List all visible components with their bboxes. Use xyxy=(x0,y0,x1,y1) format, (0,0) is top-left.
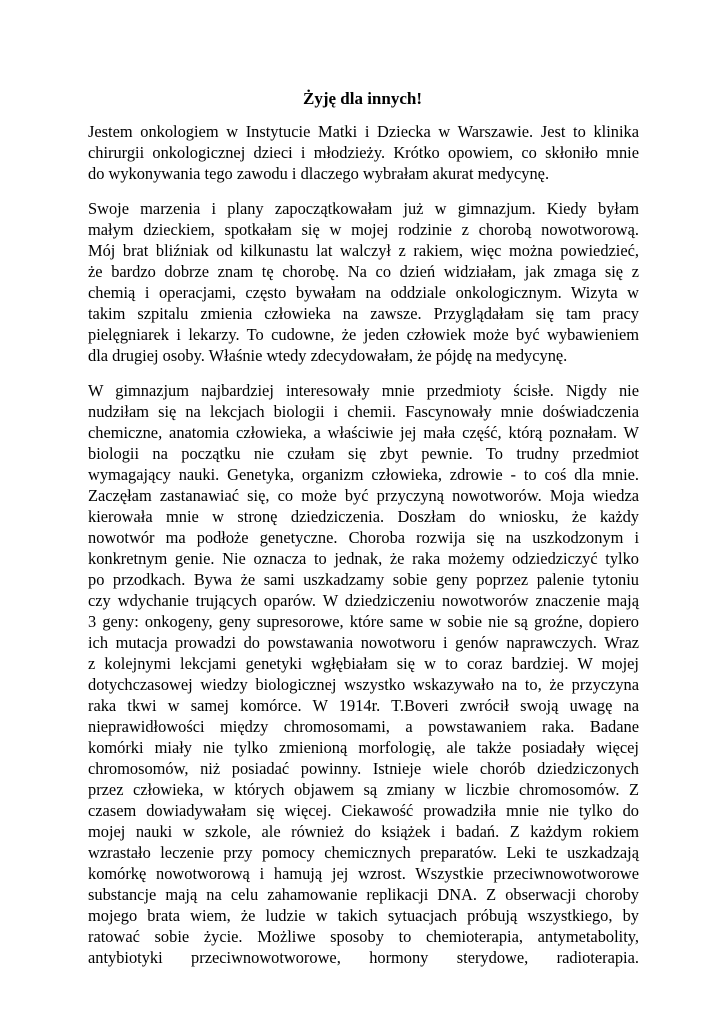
paragraph-line: po przodkach. Bywa że sami uszkadzamy sobie geny poprzez palenie tytoniu xyxy=(88,570,639,589)
paragraph-line: komórki miały nie tylko zmienioną morfologię, ale także posiadały więcej xyxy=(88,738,639,757)
paragraph xyxy=(88,198,639,366)
paragraph-line: ratować sobie życie. Możliwe sposoby to chemioterapia, antymetabolity, xyxy=(88,927,639,946)
paragraph-line: przez człowieka, w których objawem są zmiany w liczbie chromosomów. Z xyxy=(88,780,639,799)
paragraph-line: mojego brata wiem, że ludzie w takich sytuacjach próbują wszystkiego, by xyxy=(88,906,639,925)
paragraph-line: czy wdychanie trujących oparów. W dziedziczeniu nowotworów znaczenie mają xyxy=(88,591,639,610)
paragraph-line: że bardzo dobrze znam tę chorobę. Na co dzień widziałam, jak zmaga się z xyxy=(88,262,639,281)
paragraph xyxy=(88,380,639,968)
paragraph-line: nieprawidłowości między chromosomami, a powstawaniem raka. Badane xyxy=(88,717,639,736)
document-body xyxy=(88,121,639,982)
paragraph-line: antybiotyki przeciwnowotworowe, hormony sterydowe, radioterapia. xyxy=(88,948,639,967)
paragraph-line: chemiczne, anatomia człowieka, a właściwie jej mała część, którą poznałam. W xyxy=(88,423,639,442)
paragraph-line: wzrastało leczenie przy pomocy chemicznych preparatów. Leki te uszkadzają xyxy=(88,843,639,862)
paragraph-line: wymagający nauki. Genetyka, organizm człowieka, zdrowie - to coś dla mnie. xyxy=(88,465,639,484)
paragraph-line: W gimnazjum najbardziej interesowały mnie przedmioty ścisłe. Nigdy nie xyxy=(88,381,639,400)
paragraph-line: czasem dowiadywałam się więcej. Ciekawość prowadziła mnie nie tylko do xyxy=(88,801,639,820)
paragraph-line: nowotwór ma podłoże genetyczne. Choroba rozwija się na uszkodzonym i xyxy=(88,528,639,547)
paragraph-line: raka tkwi w samej komórce. W 1914r. T.Boveri zwrócił swoją uwagę na xyxy=(88,696,639,715)
paragraph-line: dla drugiej osoby. Właśnie wtedy zdecydowałam, że pójdę na medycynę. xyxy=(88,346,568,365)
paragraph-line: pielęgniarek i lekarzy. To cudowne, że jeden człowiek może być wybawieniem xyxy=(88,325,639,344)
paragraph-line: chromosomów, niż posiadać powinny. Istnieje wiele chorób dziedziczonych xyxy=(88,759,639,778)
paragraph-line: ich mutacja prowadzi do powstawania nowotworu i genów naprawczych. Wraz xyxy=(88,633,639,652)
paragraph-line: Jestem onkologiem w Instytucie Matki i Dziecka w Warszawie. Jest to klinika xyxy=(88,122,639,141)
paragraph-line: Zaczęłam zastanawiać się, co może być przyczyną nowotworów. Moja wiedza xyxy=(88,486,639,505)
paragraph-line: nudziłam się na lekcjach biologii i chemii. Fascynowały mnie doświadczenia xyxy=(88,402,639,421)
paragraph-line: kierowała mnie w stronę dziedziczenia. Doszłam do wniosku, że każdy xyxy=(88,507,639,526)
paragraph-line: chemią i operacjami, często bywałam na oddziale onkologicznym. Wizyta w xyxy=(88,283,639,302)
paragraph-line: konkretnym genie. Nie oznacza to jednak, że raka możemy odziedziczyć tylko xyxy=(88,549,639,568)
paragraph-line: do wykonywania tego zawodu i dlaczego wybrałam akurat medycynę. xyxy=(88,164,550,183)
document-title: Żyję dla innych! xyxy=(302,89,423,108)
paragraph-line: dotychczasowej wiedzy biologicznej wszystko wskazywało na to, że przyczyna xyxy=(88,675,639,694)
paragraph-line: mojej nauki w szkole, ale również do książek i badań. Z każdym rokiem xyxy=(88,822,639,841)
paragraph-line: Mój brat bliźniak od kilkunastu lat walczył z rakiem, więc można powiedzieć, xyxy=(88,241,639,260)
paragraph-line: z kolejnymi lekcjami genetyki wgłębiałam się w to coraz bardziej. W mojej xyxy=(88,654,639,673)
paragraph-line: Swoje marzenia i plany zapoczątkowałam już w gimnazjum. Kiedy byłam xyxy=(88,199,639,218)
paragraph-line: takim szpitalu zmienia człowieka na zawsze. Przyglądałam się tam pracy xyxy=(88,304,639,323)
paragraph-line: komórkę nowotworową i hamują jej wzrost. Wszystkie przeciwnowotworowe xyxy=(88,864,639,883)
paragraph-line: 3 geny: onkogeny, geny supresorowe, które same w sobie nie są groźne, dopiero xyxy=(88,612,639,631)
paragraph-line: chirurgii onkologicznej dzieci i młodzieży. Krótko opowiem, co skłoniło mnie xyxy=(88,143,639,162)
paragraph-line: substancje mają na celu zahamowanie replikacji DNA. Z obserwacji choroby xyxy=(88,885,639,904)
paragraph-line: małym dzieckiem, spotkałam się w mojej rodzinie z chorobą nowotworową. xyxy=(88,220,639,239)
paragraph-line: biologii na początku nie czułam się zbyt pewnie. To trudny przedmiot xyxy=(88,444,639,463)
paragraph xyxy=(88,121,639,184)
